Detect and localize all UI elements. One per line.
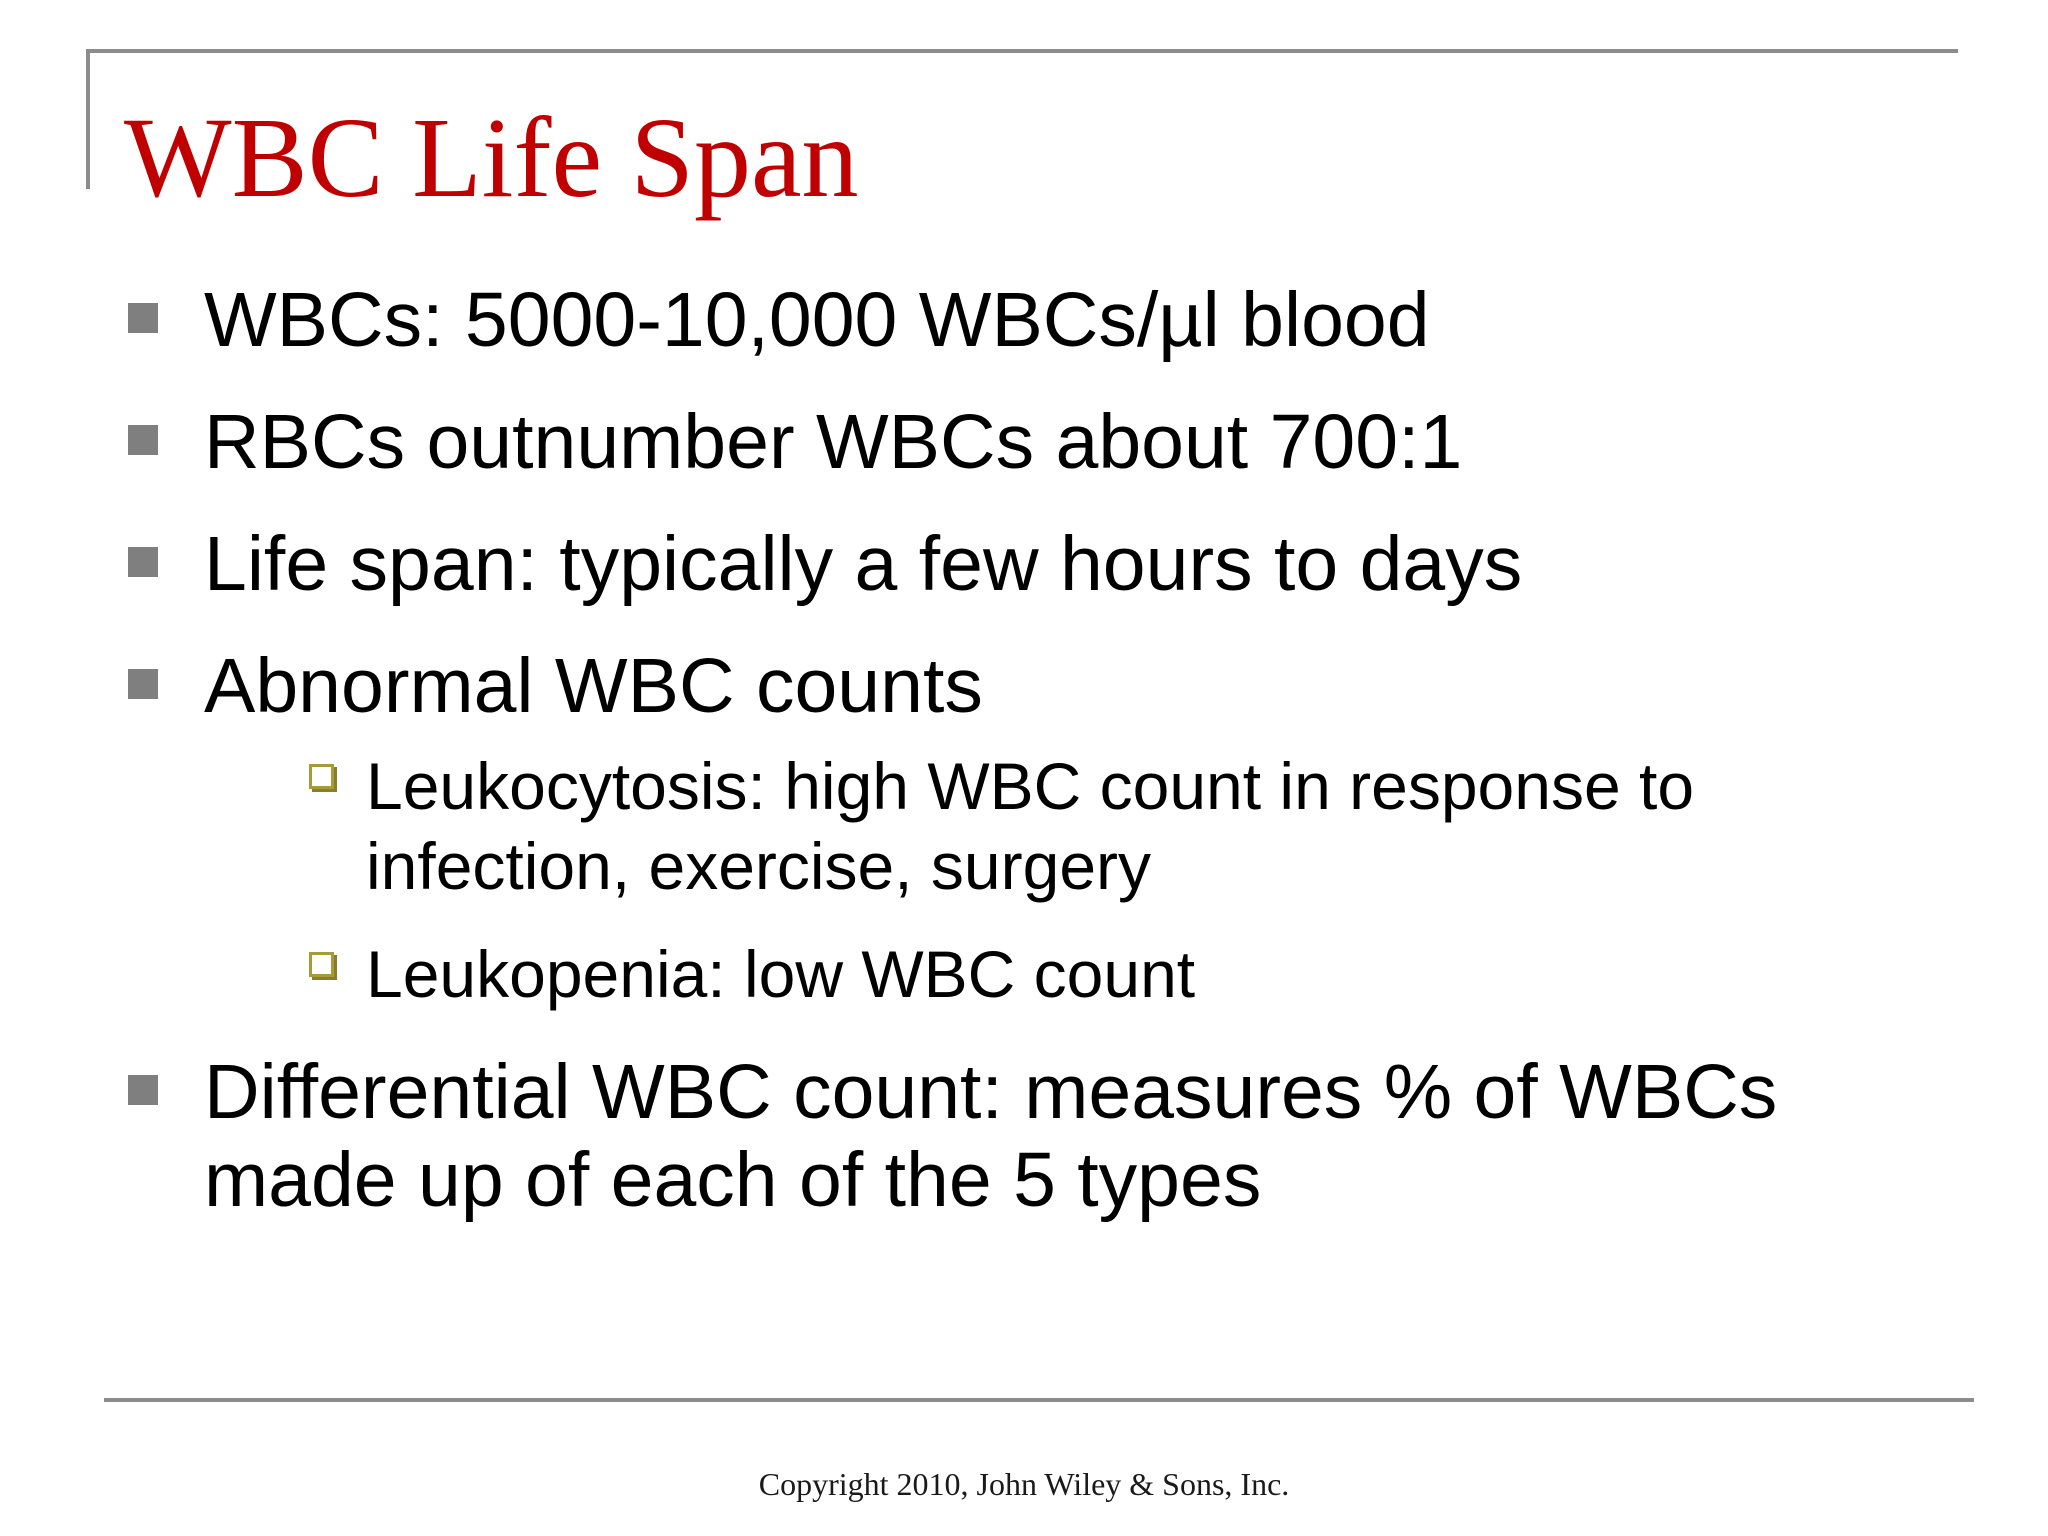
frame-bottom-line — [104, 1398, 1974, 1402]
frame-left-line — [86, 49, 90, 189]
bullet-text: Abnormal WBC counts — [204, 643, 983, 729]
square-bullet-icon — [128, 303, 158, 333]
square-bullet-icon — [128, 669, 158, 699]
slide-title: WBC Life Span — [124, 94, 859, 221]
sub-bullet-item — [204, 746, 1948, 906]
sub-bullet-item — [204, 934, 1948, 1014]
bullet-text: WBCs: 5000-10,000 WBCs/µl blood — [204, 277, 1430, 363]
sub-bullet-text: Leukocytosis: high WBC count in response to infection, exercise, surgery — [366, 749, 1695, 903]
copyright-footer: Copyright 2010, John Wiley & Sons, Inc. — [758, 1466, 1290, 1502]
hollow-square-bullet-icon — [309, 952, 334, 977]
square-bullet-icon — [128, 547, 158, 577]
bullet-text: Differential WBC count: measures % of WBCs made up of each of the 5 types — [204, 1049, 1778, 1223]
bullet-text: Life span: typically a few hours to days — [204, 521, 1523, 607]
frame-top-line — [86, 49, 1958, 53]
sub-bullet-text: Leukopenia: low WBC count — [366, 937, 1196, 1011]
bullet-list — [128, 276, 1948, 1258]
bullet-text: RBCs outnumber WBCs about 700:1 — [204, 399, 1463, 485]
hollow-square-bullet-icon — [309, 764, 334, 789]
sub-bullet-list — [204, 746, 1948, 1014]
square-bullet-icon — [128, 425, 158, 455]
square-bullet-icon — [128, 1075, 158, 1105]
bullet-item — [128, 276, 1948, 364]
bullet-item — [128, 1048, 1948, 1224]
bullet-item — [128, 398, 1948, 486]
bullet-item — [128, 520, 1948, 608]
bullet-item — [128, 642, 1948, 1014]
